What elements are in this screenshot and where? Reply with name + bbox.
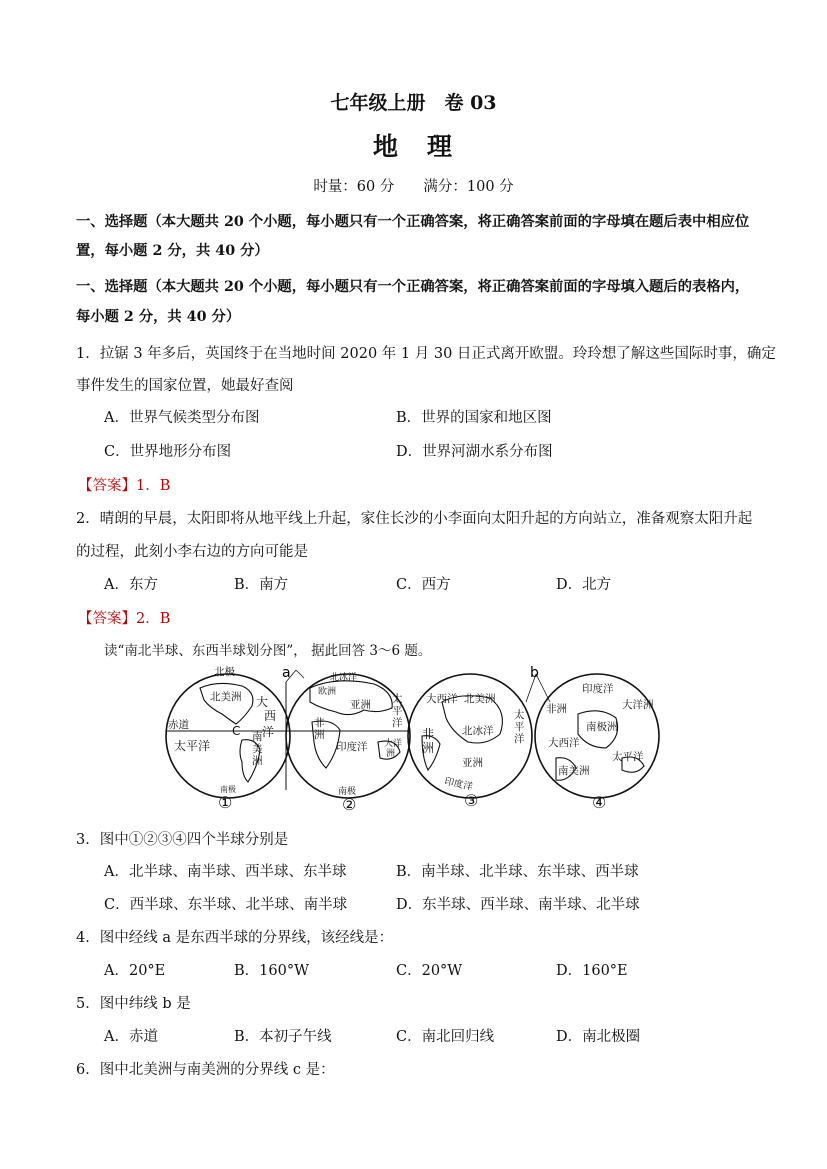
question-2-option-b: B．南方 [234,577,289,593]
g1-south-america-2: 美 [252,743,263,755]
g3-pacific-1: 太 [514,709,525,721]
section-heading-1-line2: 置，每小题 2 分，共 40 分） [76,243,269,259]
question-1-option-a: A．世界气候类型分布图 [104,410,260,426]
g1-atlantic-1: 大 [256,695,269,709]
question-4-option-a: A．20°E [104,963,166,979]
g2-pacific-3: 洋 [392,717,403,729]
question-2-option-a: A．东方 [104,577,158,593]
g2-asia: 亚洲 [350,699,371,711]
g3-indian: 印度洋 [443,776,474,793]
g2-oceania-2: 洲 [386,749,396,759]
g4-pacific: 太平洋 [612,751,644,763]
g4-indian: 印度洋 [582,683,614,695]
question-1-answer: 【答案】1．B [78,478,171,494]
g2-pacific-1: 太 [392,693,403,705]
question-3-option-b: B．南半球、北半球、东半球、西半球 [396,864,639,880]
exam-title: 七年级上册 卷 03 [330,92,497,114]
g1-south-america-1: 南 [252,731,263,743]
question-5-option-b: B．本初子午线 [234,1029,332,1045]
g3-asia: 亚洲 [462,757,483,769]
question-3-option-d: D．东半球、西半球、南半球、北半球 [396,897,640,913]
question-4-option-c: C．20°W [396,963,463,979]
question-2-line1: 2．晴朗的早晨，太阳即将从地平线上升起，家住长沙的小李面向太阳升起的方向站立，准备观察太阳升起 [76,511,753,527]
north-america-shape [200,683,253,724]
globe-number-3: ③ [464,791,479,810]
g3-north-america: 北美洲 [464,693,496,705]
question-3-option-a: A．北半球、南半球、西半球、东半球 [104,864,347,880]
letter-a: a [282,665,291,681]
question-2-answer: 【答案】2．B [78,611,171,627]
subject-title: 地 理 [372,132,454,161]
g2-oceania-1: 大洋 [384,739,403,749]
question-1-line1: 1．拉锯 3 年多后，英国终于在当地时间 2020 年 1 月 30 日正式离开欧盟。玲玲想了解这些国际时事，确定 [76,346,776,362]
g2-arctic: 北冰洋 [330,673,358,683]
question-3-text: 3．图中①②③④四个半球分别是 [76,832,289,848]
question-4-option-b: B．160°W [234,963,309,979]
question-1-option-b: B．世界的国家和地区图 [396,410,552,426]
question-3-option-c: C．西半球、东半球、北半球、南半球 [104,897,348,913]
g1-atlantic-2: 西 [264,709,277,723]
section-heading-2-line1: 一、选择题（本大题共 20 个小题，每小题只有一个正确答案，将正确答案前面的字母填入题后的表格内， [76,279,750,295]
question-2-line2: 的过程，此刻小李右边的方向可能是 [76,544,308,560]
g3-atlantic: 大西洋 [426,693,458,705]
g4-antarctica: 南极洲 [586,721,618,733]
section-heading-2-line2: 每小题 2 分，共 40 分） [76,309,241,325]
g3-africa-1: 非 [422,727,435,741]
g1-letter-c: C [232,724,241,738]
globe-number-1: ① [218,793,233,812]
question-1-line2: 事件发生的国家位置，她最好查阅 [76,378,294,394]
question-2-option-c: C．西方 [396,577,451,593]
g2-indian: 印度洋 [336,741,368,753]
g4-africa: 非洲 [546,703,567,715]
g1-atlantic-3: 洋 [262,725,275,739]
globe-number-4: ④ [592,793,607,812]
globe-number-2: ② [342,795,357,814]
g4-atlantic: 大西洋 [548,737,580,749]
question-5-option-c: C．南北回归线 [396,1029,495,1045]
g1-north-pole: 北极 [214,666,235,678]
question-4-option-d: D．160°E [556,963,628,979]
figure-intro: 读“南北半球、东西半球划分图”， 据此回答 3～6 题。 [104,643,432,659]
g4-oceania: 大洋洲 [622,699,654,711]
g2-pacific-2: 平 [392,705,403,717]
question-2-option-d: D．北方 [556,577,612,593]
g2-africa-2: 洲 [314,729,325,741]
g3-pacific-3: 洋 [514,733,525,745]
section-heading-1-line1: 一、选择题（本大题共 20 个小题，每小题只有一个正确答案，将正确答案前面的字母填在题后表中相应位 [76,214,750,230]
g2-africa-1: 非 [314,717,325,729]
g3-pacific-2: 平 [514,721,525,733]
question-5-option-d: D．南北极圈 [556,1029,641,1045]
question-5-option-a: A．赤道 [104,1029,158,1045]
question-6-text: 6．图中北美洲与南美洲的分界线 c 是： [76,1062,335,1078]
g4-south-america: 南美洲 [558,765,590,777]
g3-arctic: 北冰洋 [462,725,494,737]
question-5-text: 5．图中纬线 b 是 [76,996,191,1012]
g1-south-pole: 南极 [220,785,236,794]
letter-b: b [530,665,539,681]
g2-europe: 欧洲 [318,687,337,697]
g1-north-america: 北美洲 [210,691,242,703]
question-4-text: 4．图中经线 a 是东西半球的分界线，该经线是： [76,930,394,946]
g2-south-pole: 南极 [338,787,357,797]
g3-africa-2: 洲 [422,741,435,755]
exam-meta: 时量：60 分 满分：100 分 [313,179,514,195]
question-1-option-c: C．世界地形分布图 [104,444,232,460]
hemispheres-figure [160,662,670,822]
g1-pacific: 太平洋 [174,739,211,753]
g1-equator: 赤道 [168,719,189,731]
question-1-option-d: D．世界河湖水系分布图 [396,444,553,460]
g1-south-america-3: 洲 [252,755,263,767]
